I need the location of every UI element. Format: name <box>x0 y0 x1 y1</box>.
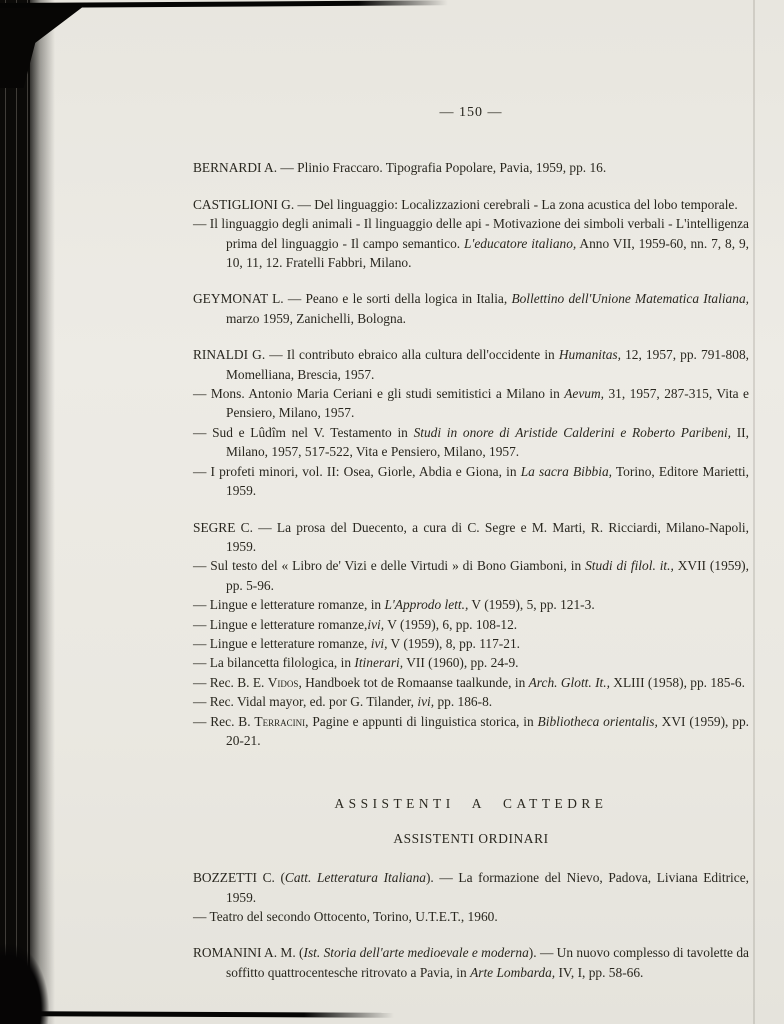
text-segment: ROMANINI A. M. ( <box>193 945 304 961</box>
entry-line <box>193 692 749 711</box>
entry-line <box>193 195 749 214</box>
text-segment: BOZZETTI C. ( <box>193 870 285 886</box>
bibliography-entry <box>193 868 749 926</box>
text-segment: 12, 1957, pp. 791-808, Momelliana, Brescia, 1957. <box>226 347 749 382</box>
entry-line <box>193 556 749 595</box>
text-segment: marzo 1959, Zanichelli, Bologna. <box>226 310 406 326</box>
text-segment: Studi in onore di Aristide Calderini e Roberto Paribeni, <box>413 424 732 440</box>
text-segment: Vidos <box>267 674 299 690</box>
text-segment: XVI (1959), pp. 20-21. <box>226 713 749 748</box>
scan-bottom-edge-line <box>34 1011 394 1018</box>
text-segment: ivi, <box>417 694 435 710</box>
text-segment: V (1959), 6, pp. 108-12. <box>384 616 518 632</box>
entry-line <box>193 868 749 907</box>
text-segment: — Rec. B. E. <box>193 674 268 690</box>
text-segment: — Il linguaggio degli animali - Il linguaggio delle api - Motivazione dei simboli verbali - L'intelligenza prima del linguaggio - Il campo semantico. <box>193 216 749 251</box>
bibliography-entry <box>193 345 749 500</box>
entry-line <box>193 615 749 634</box>
assistants-list <box>193 868 749 982</box>
bibliography-entry <box>193 518 749 751</box>
text-segment: Bibliotheca orientalis, <box>537 713 658 729</box>
text-segment: , Pagine e appunti di linguistica storica, in <box>305 713 538 729</box>
text-segment: ivi, <box>370 635 388 651</box>
page-right-edge-shadow <box>753 0 755 1024</box>
text-segment: , Handboek tot de Romaanse taalkunde, in <box>298 674 529 690</box>
text-segment: SEGRE C. — La prosa del Duecento, a cura di C. Segre e M. Marti, R. Ricciardi, Milano-Napoli, 1959. <box>193 519 749 554</box>
text-segment: BERNARDI A. — Plinio Fraccaro. Tipografia Popolare, Pavia, 1959, pp. 16. <box>193 160 607 176</box>
bibliography-entry <box>193 943 749 982</box>
entry-line <box>193 907 749 926</box>
text-segment: — Lingue e letterature romanze, <box>193 616 368 632</box>
entry-line <box>193 518 749 557</box>
text-segment: — La bilancetta filologica, in <box>193 655 355 671</box>
scan-corner-mark <box>0 6 84 88</box>
text-segment: — Rec. Vidal mayor, ed. por G. Tilander, <box>193 694 418 710</box>
bibliography-entry <box>193 158 749 177</box>
text-segment: ivi, <box>367 616 385 632</box>
scan-bottom-corner-mark <box>0 899 62 1024</box>
text-segment: Studi di filol. it., <box>585 558 674 574</box>
entry-line <box>193 712 749 751</box>
text-segment: — Lingue e letterature romanze, <box>193 635 371 651</box>
entry-line <box>193 384 749 423</box>
entry-line <box>193 634 749 653</box>
text-segment: ). — La formazione del Nievo, Padova, Liviana Editrice, 1959. <box>226 870 749 905</box>
entry-line <box>193 673 749 692</box>
text-segment: — Mons. Antonio Maria Ceriani e gli studi semitistici a Milano in <box>193 386 565 402</box>
text-segment: Torino, Editore Marietti, 1959. <box>226 463 749 499</box>
entry-line <box>193 345 749 384</box>
section-heading-assistenti-a-cattedre: ASSISTENTI A CATTEDRE <box>334 796 608 812</box>
section-heading-assistenti-ordinari: ASSISTENTI ORDINARI <box>393 830 549 846</box>
entry-line <box>193 653 749 672</box>
entry-line <box>193 423 749 462</box>
text-segment: 31, 1957, 287-315, Vita e Pensiero, Milano, 1957. <box>226 386 749 421</box>
entry-line <box>193 289 749 328</box>
bibliography-entry <box>193 289 749 328</box>
text-segment: Catt. Letteratura Italiana <box>284 870 426 886</box>
text-segment: XLIII (1958), pp. 185-6. <box>609 674 745 690</box>
entry-line <box>193 943 749 982</box>
text-segment: Humanitas, <box>558 347 621 363</box>
text-segment: V (1959), 5, pp. 121-3. <box>468 597 595 613</box>
text-segment: Arch. Glott. It., <box>528 674 610 690</box>
text-segment: — Sud e Lûdîm nel V. Testamento in <box>193 424 414 440</box>
text-segment: Terracini <box>254 713 306 729</box>
text-segment: — Rec. B. <box>193 713 255 729</box>
entry-line <box>193 214 749 272</box>
text-segment: ). — Un nuovo complesso di tavolette da soffitto quattrocentesche ritrovato a Pavia, in <box>226 945 749 980</box>
text-segment: L'Approdo lett., <box>384 597 469 613</box>
text-segment: — Lingue e letterature romanze, in <box>193 597 385 613</box>
text-segment: IV, I, pp. 58-66. <box>555 964 644 980</box>
entry-line <box>193 595 749 614</box>
text-segment: VII (1960), pp. 24-9. <box>403 655 519 671</box>
text-segment: II, Milano, 1957, 517-522, Vita e Pensiero, Milano, 1957. <box>226 424 749 460</box>
page-number: — 150 — <box>439 105 503 120</box>
bibliography-entry <box>193 195 749 273</box>
text-segment: Anno VII, 1959-60, nn. 7, 8, 9, 10, 11, 12. Fratelli Fabbri, Milano. <box>226 235 749 271</box>
text-segment: GEYMONAT L. — Peano e le sorti della logica in Italia, <box>193 291 512 307</box>
bibliography-list <box>193 158 749 750</box>
text-segment: Aevum, <box>564 386 605 402</box>
text-segment: — Teatro del secondo Ottocento, Torino, U.T.E.T., 1960. <box>193 909 498 924</box>
text-segment: — Sul testo del « Libro de' Vizi e delle Virtudi » di Bono Giamboni, in <box>193 558 586 574</box>
text-segment: pp. 186-8. <box>434 694 493 710</box>
text-segment: V (1959), 8, pp. 117-21. <box>387 635 520 651</box>
book-binding-gradient <box>28 0 55 1024</box>
entry-line <box>193 462 749 501</box>
page-content <box>193 103 749 999</box>
text-segment: — I profeti minori, vol. II: Osea, Giorle, Abdia e Giona, in <box>193 463 521 479</box>
text-segment: Ist. Storia dell'arte medioevale e moderna <box>303 945 529 961</box>
entry-line <box>193 158 749 177</box>
text-segment: RINALDI G. — Il contributo ebraico alla cultura dell'occidente in <box>193 347 559 363</box>
text-segment: Arte Lombarda, <box>470 964 556 980</box>
scan-top-edge-line <box>0 0 448 8</box>
text-segment: XVII (1959), pp. 5-96. <box>226 558 749 593</box>
text-segment: Itinerari, <box>354 655 404 671</box>
text-segment: CASTIGLIONI G. — Del linguaggio: Localizzazioni cerebrali - La zona acustica del lobo temporale. <box>193 196 738 212</box>
text-segment: L'educatore italiano, <box>464 235 577 251</box>
book-binding-shadow <box>0 0 30 1024</box>
text-segment: Bollettino dell'Unione Matematica Italiana, <box>511 291 749 307</box>
book-binding-page-edges <box>0 0 36 1024</box>
text-segment: La sacra Bibbia, <box>520 463 612 479</box>
